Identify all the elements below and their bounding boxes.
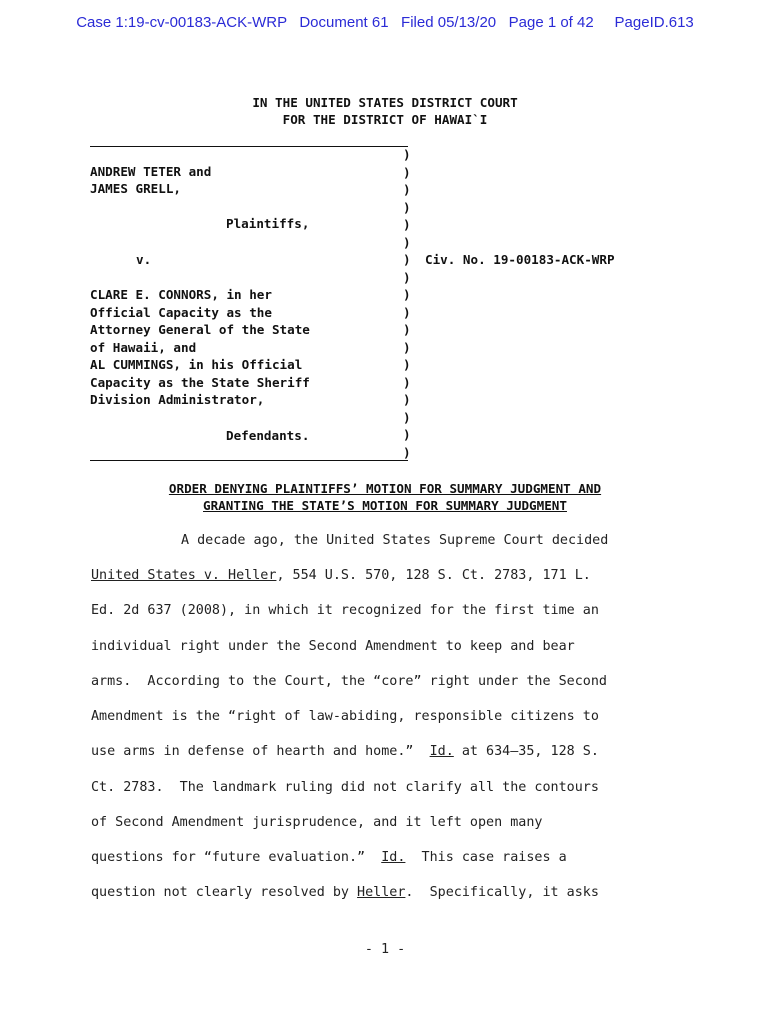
caption-bottom-rule bbox=[90, 460, 408, 461]
versus-label: v. bbox=[136, 252, 152, 267]
page-number: - 1 - bbox=[364, 942, 406, 957]
court-district: FOR THE DISTRICT OF HAWAI`I bbox=[282, 112, 488, 127]
body-line bbox=[91, 850, 567, 865]
body-line bbox=[91, 744, 599, 759]
plaintiff-name-2: JAMES GRELL, bbox=[90, 181, 181, 196]
defendant-line: of Hawaii, and bbox=[90, 339, 197, 355]
plaintiff-name-1: ANDREW TETER and bbox=[90, 164, 212, 179]
civil-number: Civ. No. 19-00183-ACK-WRP bbox=[425, 252, 615, 267]
body-line: Amendment is the “right of law-abiding, responsible citizens to bbox=[91, 709, 599, 724]
body-text: at 634–35, 128 S. bbox=[453, 744, 599, 759]
body-line bbox=[91, 568, 591, 583]
body-line: arms. According to the Court, the “core” right under the Second bbox=[91, 674, 607, 689]
body-line bbox=[91, 885, 599, 900]
court-name: IN THE UNITED STATES DISTRICT COURT bbox=[252, 95, 518, 110]
body-line: Ed. 2d 637 (2008), in which it recognized for the first time an bbox=[91, 603, 599, 618]
defendant-line: Division Administrator, bbox=[90, 392, 265, 407]
ecf-header-stamp: Case 1:19-cv-00183-ACK-WRP Document 61 Filed 05/13/20 Page 1 of 42 PageID.613 bbox=[76, 14, 694, 31]
case-citation: Heller bbox=[357, 885, 406, 900]
body-text: This case raises a bbox=[405, 850, 567, 865]
body-line: of Second Amendment jurisprudence, and it left open many bbox=[91, 815, 543, 830]
body-line: individual right under the Second Amendment to keep and bear bbox=[91, 638, 575, 654]
id-citation: Id. bbox=[429, 744, 454, 759]
caption-top-rule bbox=[90, 146, 408, 147]
defendants-label: Defendants. bbox=[226, 428, 310, 443]
defendant-line: AL CUMMINGS, in his Official bbox=[90, 357, 303, 372]
defendant-line: Capacity as the State Sheriff bbox=[90, 374, 310, 390]
body-text: use arms in defense of hearth and home.” bbox=[91, 744, 430, 759]
defendant-line: CLARE E. CONNORS, in her bbox=[90, 287, 272, 302]
caption-paren-column: ) ) ) ) ) ) ) ) ) ) ) ) ) ) ) ) ) ) bbox=[403, 147, 411, 460]
id-citation: Id. bbox=[381, 850, 406, 865]
body-text: questions for “future evaluation.” bbox=[91, 850, 382, 865]
plaintiffs-label: Plaintiffs, bbox=[226, 216, 310, 231]
order-title-line-1: ORDER DENYING PLAINTIFFS’ MOTION FOR SUMMARY JUDGMENT AND bbox=[168, 481, 602, 496]
body-line: Ct. 2783. The landmark ruling did not clarify all the contours bbox=[91, 779, 599, 795]
body-text: question not clearly resolved by bbox=[91, 885, 358, 900]
body-line: A decade ago, the United States Supreme Court decided bbox=[181, 533, 609, 548]
body-text: , 554 U.S. 570, 128 S. Ct. 2783, 171 L. bbox=[276, 568, 591, 583]
defendant-line: Official Capacity as the bbox=[90, 304, 272, 320]
case-citation: United States v. Heller bbox=[91, 568, 277, 583]
body-text: . Specifically, it asks bbox=[405, 885, 599, 900]
defendant-line: Attorney General of the State bbox=[90, 322, 310, 337]
order-title-line-2: GRANTING THE STATE’S MOTION FOR SUMMARY JUDGMENT bbox=[203, 498, 567, 513]
